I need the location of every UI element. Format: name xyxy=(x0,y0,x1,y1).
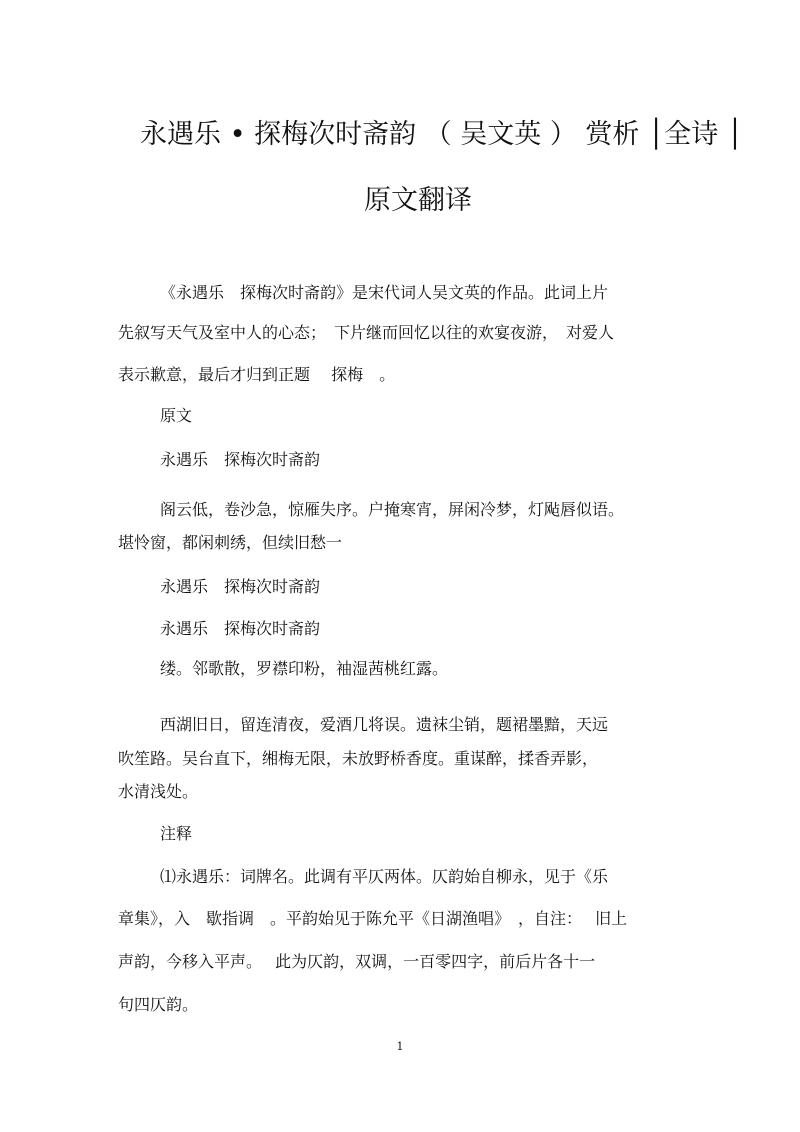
poem-title: 永遇乐 探梅次时斋韵 xyxy=(160,450,321,469)
poem-line: 西湖旧日，留连清夜，爱酒几将误。遗袜尘销，题裙墨黯，天远 xyxy=(160,715,609,734)
poem-line: 水清浅处。 xyxy=(118,782,199,801)
note-line: 章集》，入 歇指调 。平韵始见于陈允平《日湖渔唱》 ，自注： 旧上 xyxy=(118,909,628,928)
section-heading-notes: 注释 xyxy=(160,824,193,843)
poem-title-repeat: 永遇乐 探梅次时斋韵 xyxy=(160,619,321,638)
intro-line-2: 先叙写天气及室中人的心态； 下片继而回忆以往的欢宴夜游， 对爱人 xyxy=(118,323,615,342)
section-heading-original: 原文 xyxy=(160,406,193,425)
page-number: 1 xyxy=(396,1040,404,1053)
note-line: ⑴永遇乐：词牌名。此调有平仄两体。仄韵始自柳永，见于《乐 xyxy=(160,867,609,886)
note-line: 句四仄韵。 xyxy=(118,995,199,1014)
poem-title-repeat: 永遇乐 探梅次时斋韵 xyxy=(160,577,321,596)
poem-line: 吹笙路。吴台直下，缃梅无限，未放野桥香度。重谋醉，揉香弄影， xyxy=(118,749,599,768)
note-line: 声韵，今移入平声。 此为仄韵，双调，一百零四字，前后片各十一 xyxy=(118,952,596,971)
intro-line-1: 《永遇乐 探梅次时斋韵》是宋代词人吴文英的作品。此词上片 xyxy=(160,283,609,302)
document-title: 永遇乐 • 探梅次时斋韵 （ 吴文英 ） 赏析 │全诗 │ xyxy=(140,119,744,150)
poem-line: 缕。邻歌散，罗襟印粉，袖湿茜桃红露。 xyxy=(160,659,449,678)
poem-line: 堪怜窗，都闲刺绣，但续旧愁一 xyxy=(118,533,343,552)
document-subtitle: 原文翻译 xyxy=(364,185,472,216)
intro-line-3: 表示歉意，最后才归到正题 探梅 。 xyxy=(118,365,396,384)
poem-line: 阁云低，卷沙急，惊雁失序。户掩寒宵，屏闲冷梦，灯飐唇似语。 xyxy=(160,500,625,519)
